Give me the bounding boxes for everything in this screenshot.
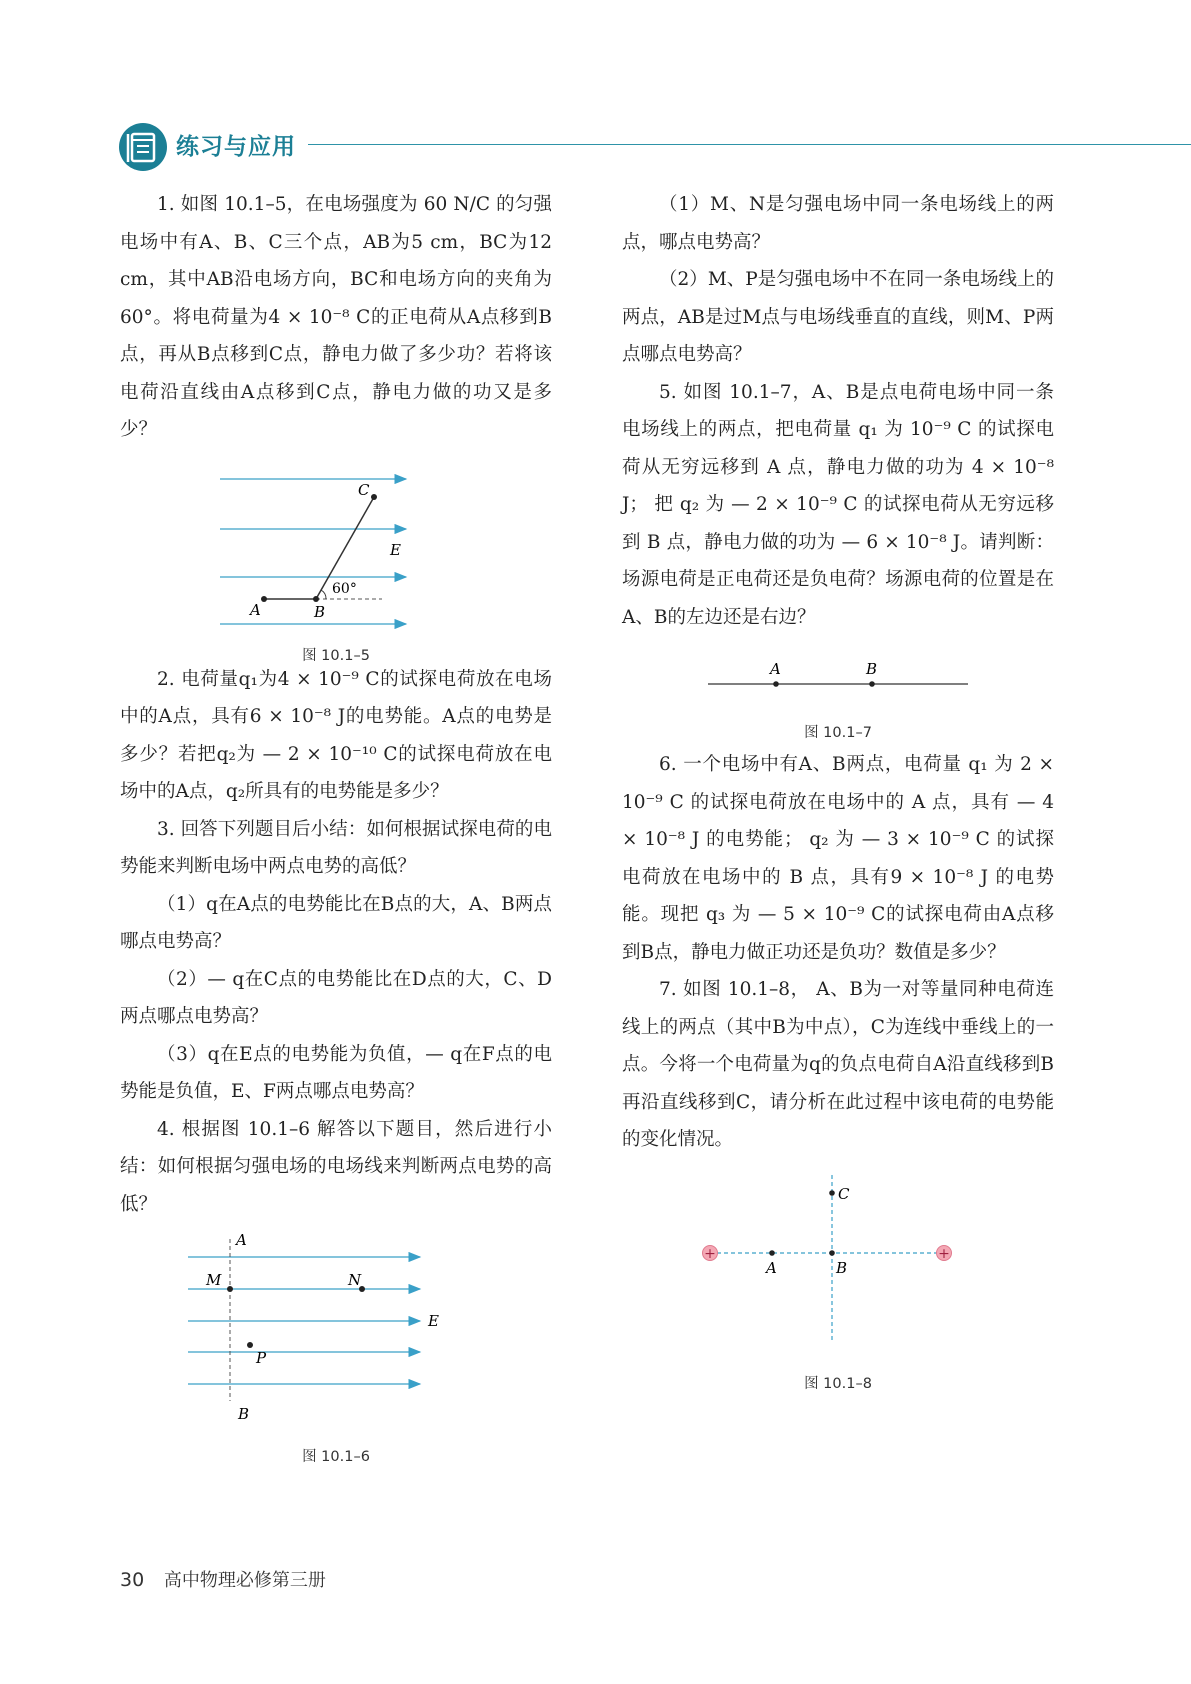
label-a: A — [766, 1258, 777, 1277]
label-n: N — [348, 1271, 362, 1289]
label-b: B — [866, 660, 878, 678]
question-4: 4. 根据图 10.1–6 解答以下题目，然后进行小结：如何根据匀强电场的电场线来判断两点电势的高低？ — [120, 1118, 552, 1215]
label-a: A — [236, 1231, 247, 1249]
angle-label: 60° — [332, 580, 357, 597]
point-p — [247, 1342, 253, 1348]
label-a: A — [250, 600, 261, 619]
notebook-icon — [118, 122, 168, 172]
positive-charge-left — [703, 1245, 718, 1262]
question-1: 1. 如图 10.1–5，在电场强度为 60 N/C 的匀强电场中有A、B、C三个点，AB为5 cm，BC为12 cm，其中AB沿电场方向，BC和电场方向的夹角为60°。将电荷量为4 × 10⁻⁸ C的正电荷从A点移到B点，再从B点移到C点，静电力做了多少功？若将该电荷沿直线由A点移到C点，静电力做的功又是多少？ — [120, 194, 552, 440]
label-e: E — [428, 1312, 439, 1330]
left-column — [120, 186, 552, 1465]
figure-10-1-7 — [622, 644, 1054, 746]
caption-10-1-7: 图 10.1–7 — [804, 724, 872, 741]
question-5: 5. 如图 10.1–7，A、B是点电荷电场中同一条电场线上的两点，把电荷量 q₁ 为 10⁻⁹ C 的试探电荷从无穷远移到 A 点，静电力做的功为 4 × 10⁻⁸ J； 把 q₂ 为 — 2 × 10⁻⁹ C 的试探电荷从无穷远移到 B 点，静电力做的功为 — 6 × 10⁻⁸ J。请判断：场源电荷是正电荷还是负电荷？场源电荷的位置是在A、B的左边还是右边？ — [622, 381, 1054, 628]
label-p: P — [256, 1349, 267, 1367]
question-4-part-1: （1）M、N是匀强电场中同一条电场线上的两点，哪点电势高？ — [622, 194, 1054, 253]
label-b: B — [836, 1258, 848, 1277]
point-b — [829, 1250, 835, 1256]
figure-10-1-5 — [120, 449, 552, 664]
header-divider — [308, 144, 1191, 145]
positive-charge-right — [937, 1245, 952, 1262]
svg-text:+: + — [938, 1245, 950, 1262]
caption-10-1-5: 图 10.1–5 — [302, 648, 370, 664]
point-b — [869, 681, 875, 687]
question-6: 6. 一个电场中有A、B两点，电荷量 q₁ 为 2 × 10⁻⁹ C 的试探电荷放在电场中的 A 点，具有 — 4 × 10⁻⁸ J 的电势能； q₂ 为 — 3 × 10⁻⁹ C 的试探电荷放在电场中的 B 点，具有9 × 10⁻⁸ J 的电势能。现把 q₃ 为 — 5 × 10⁻⁹ C的试探电荷由A点移到B点，静电力做正功还是负功？数值是多少？ — [622, 754, 1054, 963]
svg-text:+: + — [704, 1245, 716, 1262]
label-b: B — [238, 1405, 250, 1423]
label-e: E — [390, 540, 401, 559]
section-title: 练习与应用 — [176, 134, 296, 160]
line-diagram-7 — [622, 644, 1054, 704]
page-footer — [120, 1566, 326, 1592]
caption-10-1-6: 图 10.1–6 — [302, 1448, 370, 1465]
section-header — [118, 118, 1191, 178]
label-c: C — [358, 480, 370, 499]
point-c — [829, 1190, 835, 1196]
question-7: 7. 如图 10.1–8， A、B为一对等量同种电荷连线上的两点（其中B为中点），C为连线中垂线上的一点。今将一个电荷量为q的负点电荷自A沿直线移到B再沿直线移到C，请分析在此过程中该电荷的电势能的变化情况。 — [622, 979, 1054, 1150]
right-column — [622, 186, 1054, 1399]
question-3-part-1: （1）q在A点的电势能比在B点的大，A、B两点哪点电势高？ — [120, 893, 552, 952]
figure-10-1-8 — [622, 1169, 1054, 1399]
point-c — [371, 494, 377, 500]
label-b: B — [314, 602, 326, 621]
question-2: 2. 电荷量q₁为4 × 10⁻⁹ C的试探电荷放在电场中的A点，具有6 × 10⁻⁸ J的电势能。A点的电势是多少？若把q₂为 — 2 × 10⁻¹⁰ C的试探电荷放在电场中的A点，q₂所具有的电势能是多少？ — [120, 668, 552, 802]
book-title: 高中物理必修第三册 — [163, 1570, 326, 1591]
caption-10-1-8: 图 10.1–8 — [804, 1376, 872, 1392]
point-b — [313, 596, 319, 602]
label-c: C — [838, 1184, 850, 1203]
point-m — [227, 1286, 233, 1292]
question-3-part-2: （2）— q在C点的电势能比在D点的大，C、D两点哪点电势高？ — [120, 968, 552, 1027]
point-a — [769, 1250, 775, 1256]
page-number: 30 — [120, 1569, 145, 1591]
figure-10-1-6 — [120, 1229, 552, 1465]
point-a — [261, 596, 267, 602]
question-3: 3. 回答下列题目后小结：如何根据试探电荷的电势能来判断电场中两点电势的高低？ — [120, 818, 552, 877]
point-a — [773, 681, 779, 687]
field-diagram-6 — [120, 1229, 552, 1429]
label-a: A — [770, 660, 781, 678]
question-4-part-2: （2）M、P是匀强电场中不在同一条电场线上的两点，AB是过M点与电场线垂直的直线，则M、P两点哪点电势高？ — [622, 269, 1054, 365]
label-m: M — [206, 1271, 222, 1289]
question-3-part-3: （3）q在E点的电势能为负值，— q在F点的电势能是负值，E、F两点哪点电势高？ — [120, 1043, 552, 1102]
charges-diagram-8 — [622, 1169, 1054, 1349]
field-diagram-5 — [120, 449, 552, 629]
